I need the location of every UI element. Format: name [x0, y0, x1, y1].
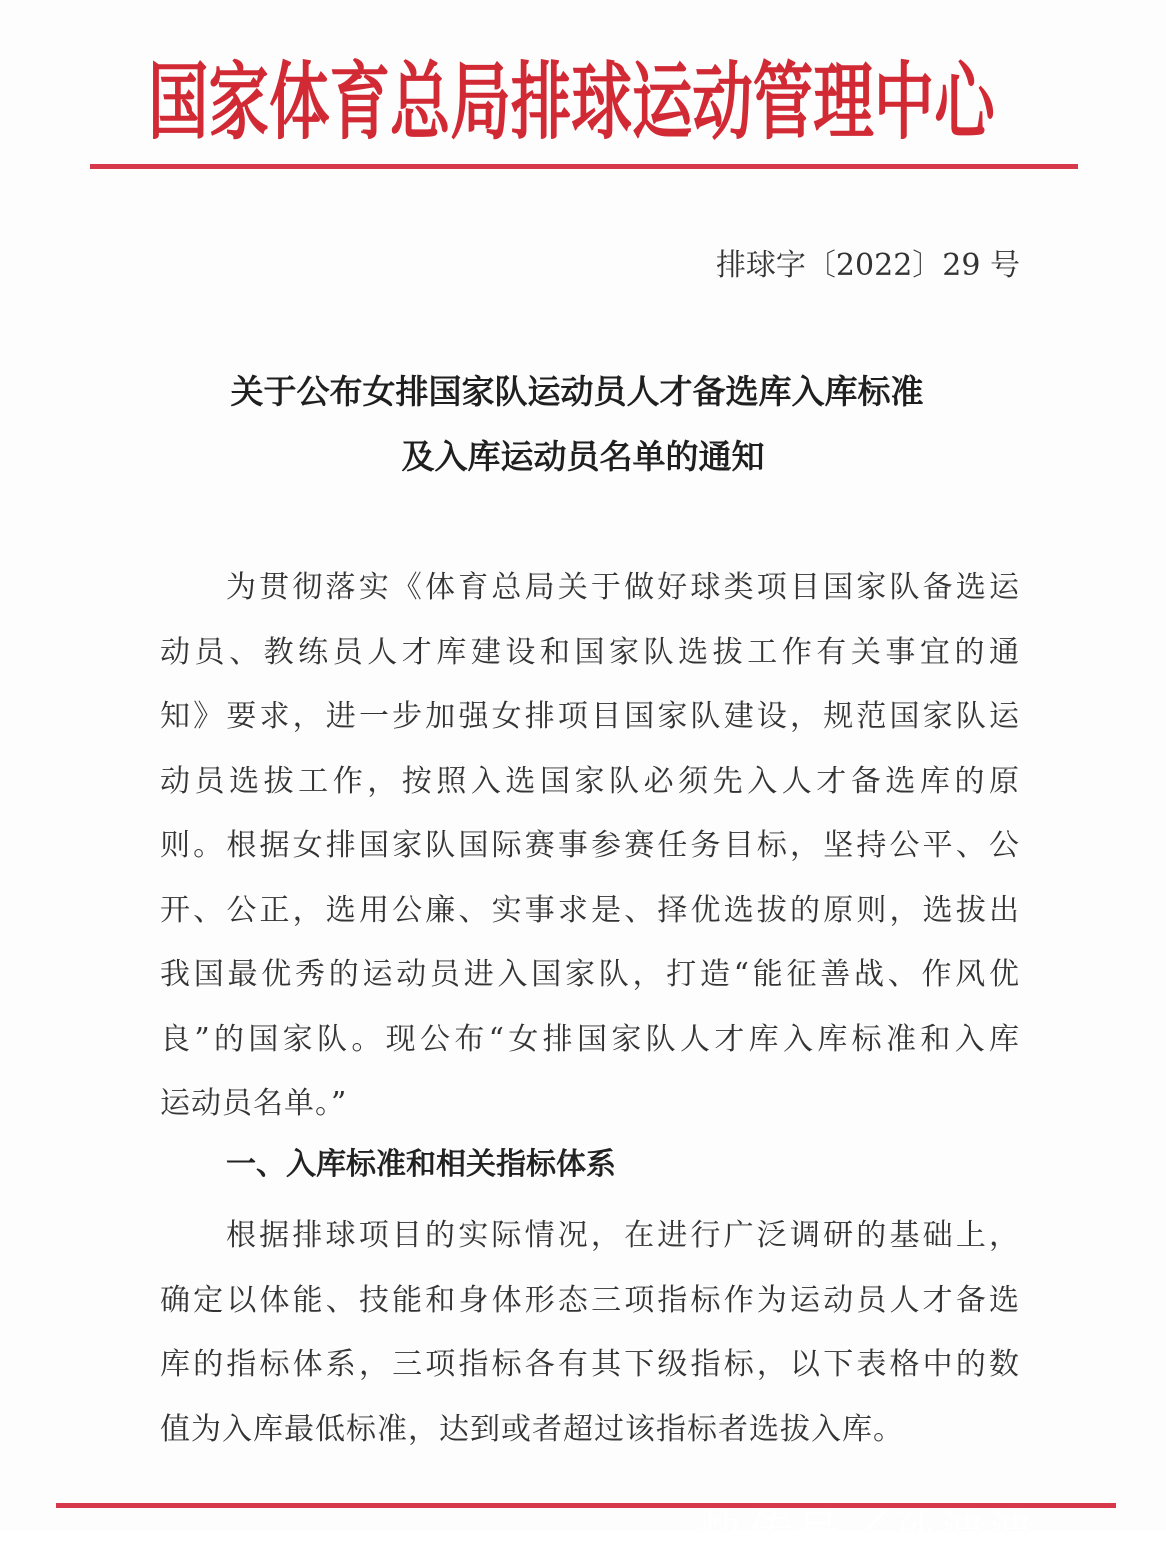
- paragraph-1-line: 为贯彻落实《体育总局关于做好球类项目国家队备选运: [226, 570, 1020, 605]
- section-1-heading: 一、入库标准和相关指标体系: [226, 1147, 616, 1182]
- paragraph-1-line: 动员、教练员人才库建设和国家队选拔工作有关事宜的通: [160, 634, 1020, 670]
- paragraph-2-line: 库的指标体系，三项指标各有其下级指标，以下表格中的数: [160, 1347, 1020, 1382]
- watermark: 快传号／孙波波: [700, 1507, 1036, 1558]
- paragraph-1-line: 运动员名单。”: [160, 1086, 348, 1121]
- paragraph-1-line: 知》要求，进一步加强女排项目国家队建设，规范国家队运: [160, 699, 1020, 734]
- document-title-line-2: 及入库运动员名单的通知: [401, 437, 765, 476]
- paragraph-1-line: 良”的国家队。现公布“女排国家队人才库入库标准和入库: [160, 1021, 1020, 1057]
- paragraph-2-line: 值为入库最低标准，达到或者超过该指标者选拔入库。: [160, 1411, 904, 1447]
- document-title-line-1: 关于公布女排国家队运动员人才备选库入库标准: [230, 372, 924, 411]
- paragraph-2: [160, 1204, 1020, 1462]
- paragraph-1-line: 开、公正，选用公廉、实事求是、择优选拔的原则，选拔出: [160, 892, 1020, 928]
- organization-header: 国家体育总局排球运动管理中心: [148, 52, 995, 151]
- header-red-rule: [90, 164, 1078, 169]
- paragraph-2-line: 确定以体能、技能和身体形态三项指标作为运动员人才备选: [160, 1282, 1020, 1318]
- document-number: 排球字〔2022〕29 号: [715, 248, 1020, 283]
- paragraph-1-line: 我国最优秀的运动员进入国家队，打造“能征善战、作风优: [160, 957, 1020, 992]
- paragraph-1: [160, 556, 1020, 1137]
- paragraph-2-line: 根据排球项目的实际情况，在进行广泛调研的基础上，: [226, 1218, 1020, 1253]
- header-red-rule-line: [90, 164, 1078, 169]
- paragraph-1-line: 则。根据女排国家队国际赛事参赛任务目标，坚持公平、公: [160, 828, 1020, 863]
- paragraph-1-line: 动员选拔工作，按照入选国家队必须先入人才备选库的原: [160, 763, 1020, 799]
